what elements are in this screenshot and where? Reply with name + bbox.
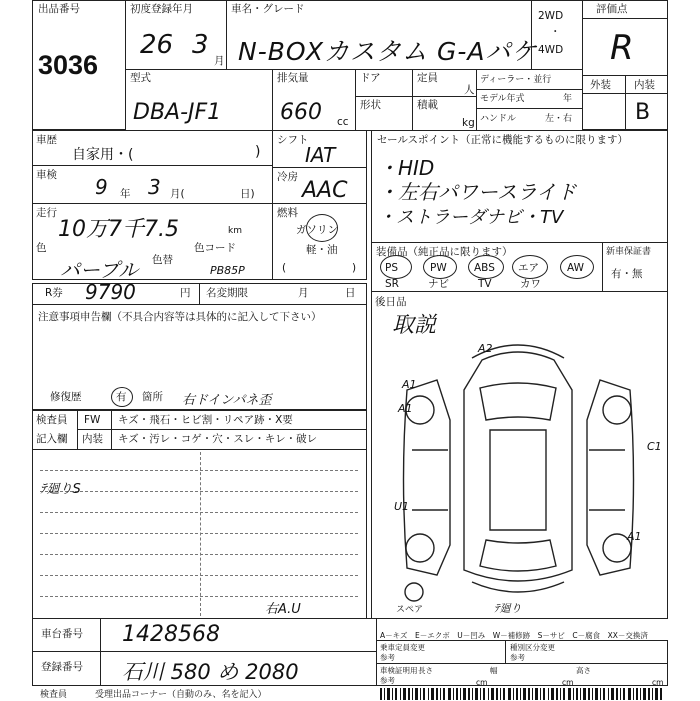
- color-code-value: PB85P: [210, 264, 245, 277]
- person-unit: 人: [464, 84, 475, 96]
- cm-unit-3: cm: [652, 678, 664, 687]
- mark-u1-left: U1: [394, 500, 410, 513]
- doors-label: ドア: [360, 72, 381, 84]
- first-reg-month: 3: [192, 30, 209, 60]
- equip-pw-circle: [423, 255, 457, 279]
- history-close: ): [255, 144, 261, 160]
- score-label: 評価点: [596, 3, 628, 15]
- drive-4wd: 4WD: [538, 44, 564, 56]
- footer-note: 受理出品コーナー（自動のみ、名を記入）: [95, 690, 267, 700]
- interior-check-items: キズ・汚レ・コゲ・穴・スレ・キレ・破レ: [118, 433, 318, 445]
- color-change-label: 色替: [152, 254, 173, 266]
- seat-change-ref: 参考: [380, 653, 395, 662]
- fw-label: FW: [84, 414, 101, 426]
- aftermarket-value: 取説: [392, 313, 437, 338]
- handle-label: ハンドル: [480, 114, 517, 124]
- location-label: 箇所: [142, 391, 163, 403]
- footer-inspector-label: 検査員: [40, 690, 68, 700]
- car-diagram: [372, 330, 667, 620]
- lot-number: 3036: [38, 50, 99, 80]
- length-label: 長さ: [418, 666, 433, 675]
- inspector-label-1: 検査員: [36, 414, 68, 426]
- shaken-label: 車検: [36, 169, 57, 181]
- capacity-label: 定員: [417, 72, 438, 84]
- class-change-header: 種別区分変更: [510, 643, 555, 652]
- fuel-options: ガソリン: [296, 224, 338, 236]
- sales-point-2: ・左右パワースライド: [378, 180, 577, 204]
- equip-sr: SR: [385, 278, 399, 290]
- type-value: DBA-JF1: [133, 100, 222, 125]
- ac-value: AAC: [302, 178, 348, 203]
- name-change-month: 月: [298, 287, 309, 299]
- first-reg-month-unit: 月: [214, 55, 225, 67]
- chassis-label: 車台番号: [41, 628, 83, 640]
- equip-ps: PS: [385, 262, 398, 274]
- model-label: 車名・グレード: [231, 3, 305, 15]
- recycle-yen: 円: [180, 287, 191, 299]
- interior-check-label: 内装: [82, 433, 103, 445]
- cc-unit: cc: [337, 116, 349, 128]
- km-unit: km: [228, 226, 242, 236]
- equip-aw-circle: [560, 255, 594, 279]
- shaken-month-unit: 月(: [170, 188, 185, 200]
- equip-leather: カワ: [520, 278, 541, 290]
- mark-a2: A2: [478, 342, 493, 355]
- model-name: N-BOXカスタム G-Aパケ: [238, 37, 538, 66]
- location-value: 右ドインパネ歪: [182, 393, 272, 408]
- first-reg-label: 初度登録年月: [130, 3, 193, 15]
- notes-header: 注意事項申告欄（不具合内容等は具体的に記入して下さい）: [38, 311, 322, 323]
- shift-label: シフト: [277, 134, 309, 146]
- width-label: 幅: [490, 666, 498, 675]
- cert-ref: 参考: [380, 676, 395, 685]
- repair-value: 有: [116, 391, 127, 403]
- equip-aw: AW: [567, 262, 584, 274]
- drive-2wd: 2WD: [538, 10, 564, 22]
- equip-abs-circle: [468, 255, 504, 279]
- barcode: [380, 688, 665, 700]
- class-change-ref: 参考: [510, 653, 525, 662]
- equip-abs: ABS: [474, 262, 495, 274]
- cert-header: 車検証明用: [380, 666, 418, 675]
- kg-unit: kg: [462, 117, 475, 129]
- recycle-label: R券: [45, 287, 63, 299]
- type-label: 型式: [130, 72, 151, 84]
- warranty-value: 有・無: [611, 268, 643, 280]
- mark-a1-left: A1: [398, 402, 413, 415]
- color-label: 色: [36, 242, 47, 254]
- score-value: R: [610, 28, 634, 68]
- drive-dot: ・: [550, 26, 561, 38]
- equip-air-circle: [512, 255, 548, 279]
- aftermarket-label: 後日品: [375, 296, 407, 308]
- recycle-value: 9790: [85, 280, 136, 304]
- shaken-year-unit: 年: [120, 188, 131, 200]
- interior-label: 内装: [634, 79, 655, 91]
- exterior-label: 外装: [590, 79, 611, 91]
- sales-point-1: ・HID: [378, 156, 435, 180]
- handle-value: 左・右: [545, 114, 573, 124]
- ac-label: 冷房: [277, 171, 298, 183]
- memo-note: ﾃ廻りS: [40, 482, 81, 497]
- model-year-label: モデル年式: [480, 94, 525, 104]
- shaken-day-unit: 日): [240, 188, 255, 200]
- shift-value: IAT: [305, 143, 336, 167]
- interior-grade: B: [635, 100, 651, 125]
- inspector-label-2: 記入欄: [36, 433, 68, 445]
- chassis-value: 1428568: [122, 622, 220, 647]
- sales-point-3: ・ストラーダナビ・TV: [378, 207, 564, 228]
- spare-label: スペア: [396, 605, 424, 615]
- legend: A－キズ E－エクボ U－凹み W－補修跡 S－サビ C－腐食 XX－交換済: [380, 631, 648, 640]
- history-value: 自家用・(: [72, 147, 134, 163]
- lower-note: 右A.U: [265, 602, 301, 617]
- fuel-paren-close: ): [352, 262, 357, 274]
- mark-a1-top: A1: [402, 378, 417, 391]
- name-change-label: 名変期限: [206, 287, 248, 299]
- color-value: パープル: [60, 258, 139, 282]
- fuel-circle: [306, 214, 338, 242]
- mileage-value: 10万7千7.5: [58, 217, 179, 242]
- equip-navi: ナビ: [428, 278, 449, 290]
- equip-air: エア: [518, 262, 539, 274]
- height-label: 高さ: [576, 666, 591, 675]
- load-label: 積載: [417, 99, 438, 111]
- sales-points-header: セールスポイント（正常に機能するものに限ります）: [377, 134, 629, 146]
- cm-unit-1: cm: [476, 678, 488, 687]
- warranty-label: 新車保証書: [606, 247, 652, 257]
- mileage-label: 走行: [36, 207, 57, 219]
- fuel-label: 燃料: [277, 207, 298, 219]
- name-change-day: 日: [345, 287, 356, 299]
- equip-tv: TV: [478, 278, 492, 290]
- displacement-label: 排気量: [277, 72, 309, 84]
- bottom-note: ﾃ廻り: [494, 602, 522, 615]
- fuel-light: 軽・油: [306, 244, 338, 256]
- seat-change-header: 乗車定員変更: [380, 643, 425, 652]
- repair-label: 修復歴: [50, 391, 82, 403]
- equipment-header: 装備品（純正品に限ります）: [376, 246, 513, 258]
- mark-c1-right: C1: [647, 440, 662, 453]
- color-code-label: 色コード: [194, 242, 236, 254]
- first-reg-year: 26: [140, 30, 174, 60]
- mark-a1-rear: A1: [627, 530, 642, 543]
- plate-value: 石川 580 め 2080: [122, 660, 299, 684]
- repair-circle: [111, 387, 133, 407]
- dealer-label: ディーラー・並行: [480, 75, 552, 85]
- shape-label: 形状: [360, 99, 381, 111]
- fuel-paren-open: (: [282, 262, 287, 274]
- equip-pw: PW: [430, 262, 447, 274]
- lot-label: 出品番号: [38, 3, 80, 15]
- history-label: 車歴: [36, 134, 57, 146]
- cm-unit-2: cm: [562, 678, 574, 687]
- shaken-year: 9: [95, 175, 108, 199]
- displacement-value: 660: [280, 100, 322, 125]
- plate-label: 登録番号: [41, 661, 83, 673]
- equip-ps-circle: [380, 255, 412, 279]
- model-year-unit: 年: [563, 94, 573, 104]
- shaken-month: 3: [148, 175, 161, 199]
- fw-items: キズ・飛石・ヒビ割・リペア跡・X要: [118, 414, 293, 426]
